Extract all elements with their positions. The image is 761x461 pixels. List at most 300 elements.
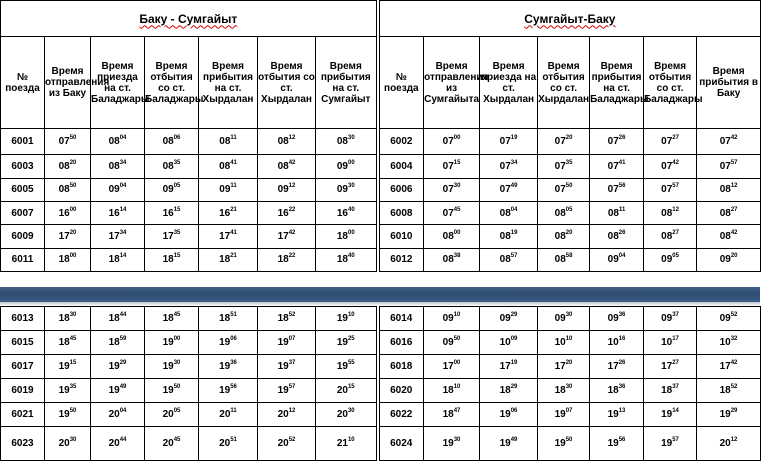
time-cell: $07^{15}$ xyxy=(424,155,480,178)
time-cell: $09^{05}$ xyxy=(644,248,697,271)
minutes: 00 xyxy=(173,336,181,343)
minutes: 26 xyxy=(618,360,626,367)
time-cell: $17^{34}$ xyxy=(91,225,145,248)
time-cell: $08^{35}$ xyxy=(145,155,199,178)
time-cell: $17^{27}$ xyxy=(644,355,697,379)
minutes: 04 xyxy=(510,206,518,213)
time-cell: $19^{14}$ xyxy=(644,403,697,427)
minutes: 44 xyxy=(119,312,127,319)
time-cell: $08^{42}$ xyxy=(258,155,316,178)
time-cell: $08^{30}$ xyxy=(316,129,378,155)
minutes: 57 xyxy=(672,183,679,190)
left-header-arrival-balajary: Время приезда на ст. Баладжары xyxy=(91,37,145,129)
minutes: 22 xyxy=(288,206,296,213)
minutes: 00 xyxy=(453,135,461,142)
minutes: 40 xyxy=(348,253,355,260)
time-cell: $18^{37}$ xyxy=(644,379,697,403)
time-cell: $18^{21}$ xyxy=(199,248,258,271)
minutes: 00 xyxy=(69,206,77,213)
minutes: 49 xyxy=(510,183,518,190)
time-cell: $19^{57}$ xyxy=(644,427,697,461)
train-number: 6018 xyxy=(378,355,424,379)
minutes: 29 xyxy=(730,408,738,415)
minutes: 20 xyxy=(565,360,573,367)
minutes: 19 xyxy=(510,135,518,142)
time-cell: $09^{04}$ xyxy=(590,248,644,271)
time-cell: $16^{14}$ xyxy=(91,201,145,224)
minutes: 14 xyxy=(672,408,679,415)
time-cell: $08^{42}$ xyxy=(697,225,761,248)
minutes: 36 xyxy=(618,312,626,319)
right-header-arrival-balajary: Время прибытия на ст. Баладжары xyxy=(590,37,644,129)
minutes: 41 xyxy=(618,160,626,167)
time-cell: $17^{20}$ xyxy=(538,355,590,379)
time-cell: $07^{56}$ xyxy=(590,178,644,201)
minutes: 12 xyxy=(288,408,296,415)
time-cell: $19^{30}$ xyxy=(424,427,480,461)
minutes: 30 xyxy=(69,312,77,319)
minutes: 07 xyxy=(565,408,573,415)
time-cell: $20^{45}$ xyxy=(145,427,199,461)
minutes: 17 xyxy=(672,336,679,343)
time-cell: $16^{15}$ xyxy=(145,201,199,224)
minutes: 15 xyxy=(347,384,355,391)
time-cell: $09^{00}$ xyxy=(316,155,378,178)
time-cell: $19^{07}$ xyxy=(538,403,590,427)
minutes: 59 xyxy=(119,336,127,343)
minutes: 57 xyxy=(730,160,738,167)
minutes: 30 xyxy=(453,437,461,444)
minutes: 36 xyxy=(618,384,626,391)
train-number: 6024 xyxy=(378,427,424,461)
minutes: 50 xyxy=(69,135,77,142)
time-cell: $08^{58}$ xyxy=(538,248,590,271)
minutes: 41 xyxy=(230,229,237,236)
time-cell: $19^{50}$ xyxy=(145,379,199,403)
time-cell: $08^{38}$ xyxy=(424,248,480,271)
minutes: 04 xyxy=(119,408,127,415)
time-cell: $17^{00}$ xyxy=(424,355,480,379)
time-cell: $07^{20}$ xyxy=(538,129,590,155)
time-cell: $19^{15}$ xyxy=(45,355,91,379)
train-number: 6015 xyxy=(1,331,45,355)
time-cell: $19^{06}$ xyxy=(199,331,258,355)
train-number: 6019 xyxy=(1,379,45,403)
train-number: 6022 xyxy=(378,403,424,427)
time-cell: $18^{22}$ xyxy=(258,248,316,271)
minutes: 15 xyxy=(69,360,77,367)
time-cell: $09^{20}$ xyxy=(697,248,761,271)
time-cell: $09^{30}$ xyxy=(538,307,590,331)
time-cell: $09^{52}$ xyxy=(697,307,761,331)
timetable-row xyxy=(1,201,761,224)
train-number: 6017 xyxy=(1,355,45,379)
time-cell: $07^{42}$ xyxy=(697,129,761,155)
left-header-departure-balajary: Время отбытия со ст. Баладжары xyxy=(145,37,199,129)
time-cell: $18^{00}$ xyxy=(316,225,378,248)
train-number: 6005 xyxy=(1,178,45,201)
minutes: 35 xyxy=(173,229,181,236)
minutes: 35 xyxy=(565,160,573,167)
minutes: 27 xyxy=(672,135,679,142)
minutes: 52 xyxy=(730,312,738,319)
time-cell: $07^{57}$ xyxy=(644,178,697,201)
time-cell: $19^{29}$ xyxy=(697,403,761,427)
time-cell: $19^{36}$ xyxy=(199,355,258,379)
left-header-arrival-khirdalan: Время прибытия на ст. Хырдалан xyxy=(199,37,258,129)
minutes: 30 xyxy=(565,312,573,319)
minutes: 47 xyxy=(453,408,461,415)
time-cell: $07^{42}$ xyxy=(644,155,697,178)
time-cell: $20^{15}$ xyxy=(316,379,378,403)
train-number: 6004 xyxy=(378,155,424,178)
time-cell: $19^{13}$ xyxy=(590,403,644,427)
time-cell: $17^{42}$ xyxy=(697,355,761,379)
timetable-row xyxy=(1,331,761,355)
time-cell: $17^{26}$ xyxy=(590,355,644,379)
train-number: 6021 xyxy=(1,403,45,427)
time-cell: $09^{36}$ xyxy=(590,307,644,331)
minutes: 45 xyxy=(69,336,77,343)
minutes: 55 xyxy=(347,360,355,367)
minutes: 20 xyxy=(730,253,738,260)
time-cell: $09^{30}$ xyxy=(316,178,378,201)
minutes: 06 xyxy=(173,135,181,142)
time-cell: $09^{04}$ xyxy=(91,178,145,201)
minutes: 50 xyxy=(69,408,77,415)
time-cell: $08^{19}$ xyxy=(480,225,538,248)
minutes: 10 xyxy=(347,437,355,444)
right-header-train-number: № поезда xyxy=(378,37,424,129)
minutes: 42 xyxy=(288,160,296,167)
minutes: 10 xyxy=(565,336,573,343)
minutes: 11 xyxy=(618,206,626,213)
time-cell: $20^{30}$ xyxy=(45,427,91,461)
minutes: 05 xyxy=(672,253,679,260)
time-cell: $09^{11}$ xyxy=(199,178,258,201)
time-cell: $08^{05}$ xyxy=(538,201,590,224)
minutes: 42 xyxy=(730,360,738,367)
time-cell: $19^{37}$ xyxy=(258,355,316,379)
minutes: 50 xyxy=(565,437,573,444)
time-cell: $18^{52}$ xyxy=(697,379,761,403)
time-cell: $08^{26}$ xyxy=(590,225,644,248)
time-cell: $09^{29}$ xyxy=(480,307,538,331)
time-cell: $08^{34}$ xyxy=(91,155,145,178)
time-cell: $20^{44}$ xyxy=(91,427,145,461)
minutes: 00 xyxy=(348,160,355,167)
time-cell: $08^{12}$ xyxy=(644,201,697,224)
minutes: 30 xyxy=(453,183,461,190)
minutes: 30 xyxy=(348,183,355,190)
train-number: 6016 xyxy=(378,331,424,355)
time-cell: $18^{10}$ xyxy=(424,379,480,403)
minutes: 38 xyxy=(453,253,461,260)
timetable-row xyxy=(1,403,761,427)
minutes: 35 xyxy=(69,384,77,391)
time-cell: $07^{57}$ xyxy=(697,155,761,178)
minutes: 15 xyxy=(453,160,461,167)
minutes: 20 xyxy=(565,229,573,236)
time-cell: $09^{05}$ xyxy=(145,178,199,201)
time-cell: $08^{41}$ xyxy=(199,155,258,178)
minutes: 05 xyxy=(173,183,181,190)
left-header-departure-baku: Время отправления из Баку xyxy=(45,37,91,129)
time-cell: $20^{51}$ xyxy=(199,427,258,461)
minutes: 27 xyxy=(672,360,679,367)
minutes: 12 xyxy=(730,437,738,444)
minutes: 52 xyxy=(730,384,738,391)
minutes: 20 xyxy=(69,160,77,167)
minutes: 44 xyxy=(119,437,127,444)
train-number: 6007 xyxy=(1,201,45,224)
train-number: 6003 xyxy=(1,155,45,178)
time-cell: $19^{35}$ xyxy=(45,379,91,403)
bottom-timetable xyxy=(0,306,761,461)
minutes: 12 xyxy=(288,135,296,142)
time-cell: $18^{30}$ xyxy=(45,307,91,331)
minutes: 12 xyxy=(672,206,679,213)
minutes: 34 xyxy=(510,160,518,167)
time-cell: $07^{45}$ xyxy=(424,201,480,224)
timetable-row xyxy=(1,129,761,155)
train-number: 6023 xyxy=(1,427,45,461)
train-number: 6009 xyxy=(1,225,45,248)
minutes: 15 xyxy=(173,206,181,213)
minutes: 50 xyxy=(565,183,573,190)
time-cell: $09^{37}$ xyxy=(644,307,697,331)
time-cell: $21^{10}$ xyxy=(316,427,378,461)
left-header-departure-khirdalan: Время отбытия со ст. Хырдалан xyxy=(258,37,316,129)
time-cell: $07^{35}$ xyxy=(538,155,590,178)
train-number: 6020 xyxy=(378,379,424,403)
minutes: 10 xyxy=(453,312,461,319)
minutes: 00 xyxy=(69,253,77,260)
time-cell: $19^{10}$ xyxy=(316,307,378,331)
minutes: 06 xyxy=(230,336,237,343)
time-cell: $10^{09}$ xyxy=(480,331,538,355)
minutes: 11 xyxy=(230,408,237,415)
minutes: 32 xyxy=(730,336,738,343)
time-cell: $07^{19}$ xyxy=(480,129,538,155)
time-cell: $18^{45}$ xyxy=(145,307,199,331)
time-cell: $18^{00}$ xyxy=(45,248,91,271)
train-number: 6002 xyxy=(378,129,424,155)
time-cell: $09^{50}$ xyxy=(424,331,480,355)
minutes: 14 xyxy=(119,253,127,260)
right-header-departure-balajary: Время отбытия со ст. Баладжары xyxy=(644,37,697,129)
time-cell: $08^{04}$ xyxy=(480,201,538,224)
time-cell: $19^{50}$ xyxy=(45,403,91,427)
time-cell: $18^{44}$ xyxy=(91,307,145,331)
minutes: 57 xyxy=(510,253,518,260)
time-cell: $18^{15}$ xyxy=(145,248,199,271)
time-cell: $17^{35}$ xyxy=(145,225,199,248)
time-cell: $17^{20}$ xyxy=(45,225,91,248)
time-cell: $08^{57}$ xyxy=(480,248,538,271)
time-cell: $17^{42}$ xyxy=(258,225,316,248)
minutes: 10 xyxy=(347,312,355,319)
minutes: 37 xyxy=(672,384,679,391)
minutes: 12 xyxy=(730,183,738,190)
minutes: 12 xyxy=(288,183,296,190)
time-cell: $20^{12}$ xyxy=(697,427,761,461)
time-cell: $18^{52}$ xyxy=(258,307,316,331)
time-cell: $20^{52}$ xyxy=(258,427,316,461)
minutes: 04 xyxy=(119,183,127,190)
minutes: 45 xyxy=(453,206,461,213)
minutes: 26 xyxy=(618,229,626,236)
timetable-row xyxy=(1,307,761,331)
time-cell: $10^{16}$ xyxy=(590,331,644,355)
minutes: 42 xyxy=(730,229,738,236)
minutes: 49 xyxy=(510,437,518,444)
time-cell: $08^{11}$ xyxy=(199,129,258,155)
timetable-row xyxy=(1,379,761,403)
time-cell: $07^{00}$ xyxy=(424,129,480,155)
time-cell: $19^{56}$ xyxy=(590,427,644,461)
minutes: 57 xyxy=(288,384,296,391)
minutes: 56 xyxy=(618,183,626,190)
time-cell: $07^{26}$ xyxy=(590,129,644,155)
time-cell: $10^{32}$ xyxy=(697,331,761,355)
minutes: 20 xyxy=(565,135,573,142)
minutes: 30 xyxy=(173,360,181,367)
time-cell: $18^{59}$ xyxy=(91,331,145,355)
time-cell: $16^{40}$ xyxy=(316,201,378,224)
minutes: 52 xyxy=(288,437,296,444)
time-cell: $19^{06}$ xyxy=(480,403,538,427)
minutes: 30 xyxy=(347,408,355,415)
time-cell: $07^{34}$ xyxy=(480,155,538,178)
left-direction-title: Баку - Сумгайыт xyxy=(1,1,378,37)
train-number: 6006 xyxy=(378,178,424,201)
train-number: 6008 xyxy=(378,201,424,224)
time-cell: $18^{45}$ xyxy=(45,331,91,355)
minutes: 07 xyxy=(288,336,296,343)
minutes: 04 xyxy=(618,253,626,260)
left-header-train-number: № поезда xyxy=(1,37,45,129)
time-cell: $08^{04}$ xyxy=(91,129,145,155)
time-cell: $19^{29}$ xyxy=(91,355,145,379)
minutes: 27 xyxy=(672,229,679,236)
time-cell: $16^{00}$ xyxy=(45,201,91,224)
minutes: 09 xyxy=(510,336,518,343)
timetable-row xyxy=(1,427,761,461)
time-cell: $07^{27}$ xyxy=(644,129,697,155)
minutes: 16 xyxy=(618,336,626,343)
minutes: 00 xyxy=(453,360,461,367)
time-cell: $08^{06}$ xyxy=(145,129,199,155)
right-header-arrival-baku: Время прибытия в Баку xyxy=(697,37,761,129)
time-cell: $18^{36}$ xyxy=(590,379,644,403)
timetable-row xyxy=(1,155,761,178)
minutes: 34 xyxy=(119,229,127,236)
time-cell: $19^{25}$ xyxy=(316,331,378,355)
minutes: 35 xyxy=(173,160,181,167)
left-header-arrival-sumgait: Время прибытия на ст. Сумгайыт xyxy=(316,37,378,129)
right-header-departure-khirdalan: Время отбытия со ст. Хырдалан xyxy=(538,37,590,129)
time-cell: $19^{00}$ xyxy=(145,331,199,355)
minutes: 11 xyxy=(230,183,237,190)
minutes: 04 xyxy=(119,135,127,142)
time-cell: $08^{20}$ xyxy=(538,225,590,248)
time-cell: $18^{51}$ xyxy=(199,307,258,331)
time-cell: $20^{05}$ xyxy=(145,403,199,427)
minutes: 30 xyxy=(348,135,355,142)
time-cell: $16^{21}$ xyxy=(199,201,258,224)
minutes: 20 xyxy=(69,229,77,236)
time-cell: $18^{40}$ xyxy=(316,248,378,271)
minutes: 42 xyxy=(730,135,738,142)
minutes: 27 xyxy=(730,206,738,213)
minutes: 19 xyxy=(510,229,518,236)
time-cell: $19^{30}$ xyxy=(145,355,199,379)
minutes: 37 xyxy=(288,360,296,367)
time-cell: $18^{14}$ xyxy=(91,248,145,271)
time-cell: $17^{19}$ xyxy=(480,355,538,379)
time-cell: $20^{12}$ xyxy=(258,403,316,427)
minutes: 50 xyxy=(173,384,181,391)
time-cell: $08^{27}$ xyxy=(697,201,761,224)
minutes: 42 xyxy=(672,160,679,167)
minutes: 56 xyxy=(618,437,626,444)
time-cell: $18^{47}$ xyxy=(424,403,480,427)
minutes: 21 xyxy=(230,253,237,260)
minutes: 45 xyxy=(173,312,181,319)
minutes: 26 xyxy=(618,135,626,142)
minutes: 42 xyxy=(288,229,296,236)
minutes: 56 xyxy=(230,384,237,391)
minutes: 29 xyxy=(510,312,518,319)
minutes: 10 xyxy=(453,384,461,391)
minutes: 49 xyxy=(119,384,127,391)
time-cell: $19^{07}$ xyxy=(258,331,316,355)
section-divider-band xyxy=(0,287,760,302)
minutes: 45 xyxy=(173,437,181,444)
time-cell: $19^{49}$ xyxy=(91,379,145,403)
timetable-row xyxy=(1,225,761,248)
time-cell: $20^{04}$ xyxy=(91,403,145,427)
minutes: 50 xyxy=(453,336,461,343)
minutes: 30 xyxy=(565,384,573,391)
time-cell: $18^{29}$ xyxy=(480,379,538,403)
minutes: 05 xyxy=(565,206,573,213)
time-cell: $07^{50}$ xyxy=(538,178,590,201)
time-cell: $08^{12}$ xyxy=(697,178,761,201)
time-cell: $08^{20}$ xyxy=(45,155,91,178)
time-cell: $19^{49}$ xyxy=(480,427,538,461)
minutes: 51 xyxy=(230,312,237,319)
time-cell: $17^{41}$ xyxy=(199,225,258,248)
train-number: 6010 xyxy=(378,225,424,248)
minutes: 30 xyxy=(69,437,77,444)
minutes: 57 xyxy=(672,437,679,444)
time-cell: $19^{57}$ xyxy=(258,379,316,403)
minutes: 00 xyxy=(348,229,355,236)
time-cell: $09^{10}$ xyxy=(424,307,480,331)
time-cell: $08^{27}$ xyxy=(644,225,697,248)
minutes: 58 xyxy=(565,253,573,260)
minutes: 06 xyxy=(510,408,518,415)
minutes: 50 xyxy=(69,183,77,190)
minutes: 51 xyxy=(230,437,237,444)
minutes: 13 xyxy=(618,408,626,415)
time-cell: $18^{30}$ xyxy=(538,379,590,403)
time-cell: $08^{00}$ xyxy=(424,225,480,248)
time-cell: $08^{50}$ xyxy=(45,178,91,201)
time-cell: $08^{12}$ xyxy=(258,129,316,155)
